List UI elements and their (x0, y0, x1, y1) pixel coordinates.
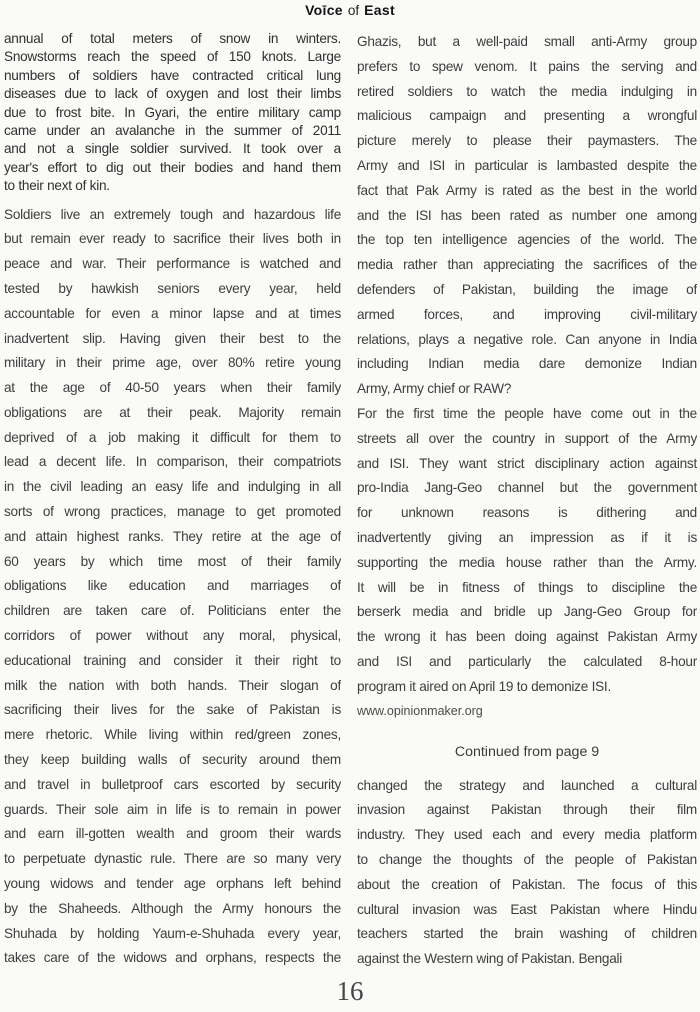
text-line: year's effort to dig out their bodies and hand them (4, 159, 341, 175)
text-line: relations, plays a negative role. Can anyone in India (357, 331, 697, 347)
paragraph (357, 402, 697, 700)
text-line: the top ten intelligence agencies of the world. The (357, 232, 697, 248)
text-line: picture merely to please their paymasters. The (357, 133, 697, 149)
text-line: children are taken care of. Politicians enter the (4, 603, 341, 619)
paragraph (4, 203, 341, 972)
text-line: corridors of power without any moral, physical, (4, 628, 341, 644)
text-line: to perpetuate dynastic rule. There are so many very (4, 851, 341, 867)
text-line: berserk media and bridle up Jang-Geo Group for (357, 604, 697, 620)
continued-from-heading: Continued from page 9 (454, 743, 600, 760)
text-line: milk the nation with both hands. Their slogan of (4, 677, 341, 693)
text-line: to change the thoughts of the people of Pakistan (357, 851, 697, 867)
text-line: and not a single soldier survived. It took over a (4, 141, 341, 157)
text-line: industry. They used each and every media platform (357, 827, 697, 843)
text-line: Shuhada by holding Yaum-e-Shuhada every year, (4, 925, 341, 941)
text-line: sorts of wrong practices, manage to get promoted (4, 504, 341, 520)
paragraph (357, 774, 697, 972)
text-line: pro-India Jang-Geo channel but the government (357, 480, 697, 496)
text-line: military in their prime age, over 80% retire young (4, 355, 341, 371)
website-url-text: www.opinionmaker.org (357, 703, 483, 718)
page-number: 16 (336, 976, 364, 1006)
text-line: tested by hawkish seniors every year, held (4, 280, 341, 296)
masthead-word-east: East (364, 2, 395, 18)
text-line: and the ISI has been rated as number one among (357, 207, 697, 223)
text-line: guards. Their sole aim in life is to remain in power (4, 801, 341, 817)
text-line: sacrificing their lives for the sake of Pakistan is (4, 702, 341, 718)
text-line: fact that Pak Army is rated as the best in the world (357, 182, 697, 198)
text-line: deprived of a job making it difficult for them to (4, 429, 341, 445)
text-line: peace and war. Their performance is watched and (4, 256, 341, 272)
right-text-column (357, 30, 697, 972)
text-line: they keep building walls of security around them (4, 752, 341, 768)
text-line: for unknown reasons is dithering and (357, 505, 697, 521)
page-header (0, 2, 700, 18)
paragraph (357, 30, 697, 402)
text-line: young widows and tender age orphans left behind (4, 876, 341, 892)
text-line: cultural invasion was East Pakistan where Hindu (357, 901, 697, 917)
text-line: mere rhetoric. While living within red/green zones, (4, 727, 341, 743)
text-line: Army, Army chief or RAW? (357, 381, 512, 397)
text-line: and travel in bulletproof cars escorted by security (4, 776, 341, 792)
text-line: and ISI. They want strict disciplinary action against (357, 455, 697, 471)
text-line: changed the strategy and launched a cultural (357, 777, 697, 793)
paragraph (4, 30, 341, 196)
text-line: in the civil leading an easy life and indulging in all (4, 479, 341, 495)
text-line: obligations like education and marriages of (4, 578, 341, 594)
text-line: armed forces, and improving civil-military (357, 306, 697, 322)
text-line: accountable for even a minor lapse and at times (4, 305, 341, 321)
text-line: 60 years by which time most of their family (4, 553, 341, 569)
text-line: Soldiers live an extremely tough and hazardous life (4, 206, 341, 222)
text-line: inadvertent slip. Having given their best to the (4, 330, 341, 346)
text-line: educational training and consider it their right to (4, 652, 341, 668)
text-line: streets all over the country in support of the Army (357, 430, 697, 446)
text-line: came under an avalanche in the summer of 2011 (4, 122, 341, 138)
text-line: and attain highest ranks. They retire at the age of (4, 528, 341, 544)
text-line: supporting the media house rather than the Army. (357, 554, 697, 570)
text-line: teachers started the brain washing of children (357, 926, 697, 942)
text-line: takes care of the widows and orphans, respects the (4, 950, 341, 966)
text-line: For the first time the people have come out in the (357, 405, 697, 421)
left-text-column (4, 30, 341, 971)
text-line: to their next of kin. (4, 178, 110, 194)
text-line: about the creation of Pakistan. The focus of this (357, 876, 697, 892)
text-line: at the age of 40-50 years when their family (4, 380, 341, 396)
text-line: inadvertently giving an impression as if it is (357, 529, 697, 545)
text-line: invasion against Pakistan through their film (357, 802, 697, 818)
text-line: obligations are at their peak. Majority remain (4, 404, 341, 420)
text-line: diseases due to lack of oxygen and lost their limbs (4, 86, 341, 102)
text-line: numbers of soldiers have contracted critical lung (4, 67, 341, 83)
text-line: and earn ill-gotten wealth and groom their wards (4, 826, 341, 842)
text-line: media rather than appreciating the sacrifices of the (357, 257, 697, 273)
masthead-word-voice: Voīce (305, 2, 343, 18)
text-line: It will be in fitness of things to discipline the (357, 579, 697, 595)
text-line: Snowstorms reach the speed of 150 knots. Large (4, 49, 341, 65)
text-line: the wrong it has been doing against Pakistan Army (357, 629, 697, 645)
masthead-word-of: of (347, 3, 360, 18)
text-line: due to frost bite. In Gyari, the entire military camp (4, 104, 341, 120)
text-line: Army and ISI in particular is lambasted despite the (357, 157, 697, 173)
text-line: lead a decent life. In comparison, their compatriots (4, 454, 341, 470)
text-line: annual of total meters of snow in winters. (4, 31, 341, 46)
text-line: including Indian media dare demonize Indian (357, 356, 697, 372)
text-line: program it aired on April 19 to demonize ISI. (357, 678, 611, 694)
text-line: against the Western wing of Pakistan. Bengali (357, 951, 623, 967)
text-line: retired soldiers to watch the media indulging in (357, 83, 697, 99)
text-line: defenders of Pakistan, building the image of (357, 281, 697, 297)
text-line: Ghazis, but a well-paid small anti-Army group (357, 34, 697, 49)
text-line: but remain ever ready to sacrifice their lives both in (4, 231, 341, 247)
text-line: malicious campaign and presenting a wrongful (357, 108, 697, 124)
text-line: and ISI and particularly the calculated 8-hour (357, 653, 697, 669)
text-line: by the Shaheeds. Although the Army honours the (4, 900, 341, 916)
text-line: prefers to spew venom. It pains the serving and (357, 58, 697, 74)
